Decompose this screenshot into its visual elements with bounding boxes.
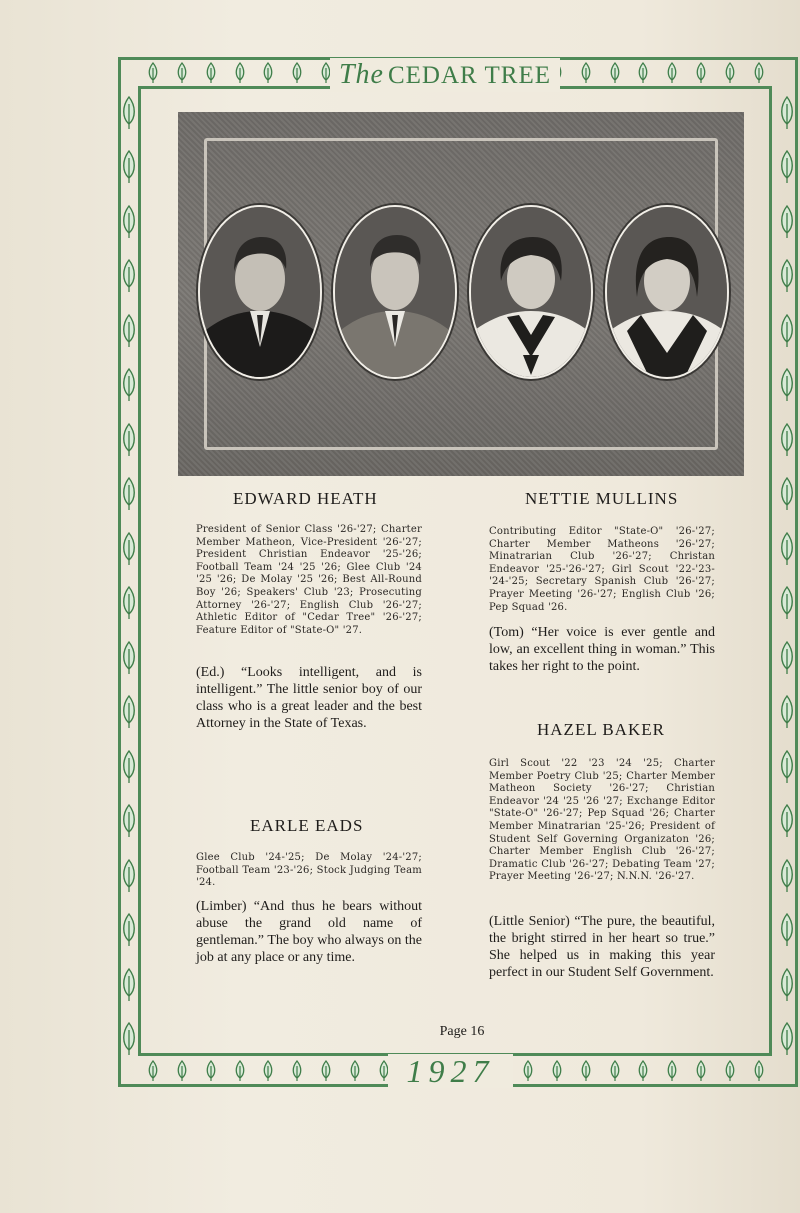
cedar-tree-icon: [120, 913, 138, 947]
cedar-tree-icon: [579, 62, 593, 84]
student-name-nettie-mullins: NETTIE MULLINS: [525, 489, 679, 508]
cedar-tree-icon: [120, 804, 138, 838]
cedar-tree-icon: [752, 1060, 766, 1082]
student-name-edward-heath: EDWARD HEATH: [233, 489, 378, 508]
cedar-tree-icon: [120, 859, 138, 893]
cedar-tree-icon: [290, 1060, 304, 1082]
cedar-tree-icon: [120, 368, 138, 402]
cedar-tree-icon: [694, 1060, 708, 1082]
cedar-tree-icon: [665, 1060, 679, 1082]
cedar-tree-icon: [778, 859, 796, 893]
cedar-tree-icon: [778, 804, 796, 838]
cedar-tree-icon: [778, 641, 796, 675]
student-name-hazel-baker: HAZEL BAKER: [537, 720, 665, 739]
cedar-tree-icon: [778, 586, 796, 620]
student-name-earle-eads: EARLE EADS: [250, 816, 364, 835]
cedar-tree-icon: [120, 695, 138, 729]
student-quote-hazel-baker: (Little Senior) “The pure, the beautiful, the bright stirred in her heart so true.” She helped us in making this year perfect in our Student Self Government.: [489, 914, 715, 980]
cedar-tree-icon: [120, 641, 138, 675]
portrait-edward-heath: [198, 205, 322, 379]
cedar-tree-icon: [778, 423, 796, 457]
cedar-tree-icon: [175, 1060, 189, 1082]
cedar-tree-icon: [778, 205, 796, 239]
cedar-tree-icon: [608, 1060, 622, 1082]
cedar-tree-icon: [146, 62, 160, 84]
cedar-tree-icon: [778, 314, 796, 348]
cedar-tree-icon: [204, 62, 218, 84]
student-quote-edward-heath: (Ed.) “Looks intelligent, and is intelligent.” The little senior boy of our class who is a great leader and the best Attorney in the State of Texas.: [196, 665, 422, 731]
cedar-tree-icon: [752, 62, 766, 84]
cedar-tree-icon: [778, 750, 796, 784]
header-title-prefix: The: [338, 59, 384, 90]
cedar-tree-icon: [778, 96, 796, 130]
cedar-tree-icon: [120, 968, 138, 1002]
cedar-tree-icon: [120, 259, 138, 293]
cedar-tree-icon: [521, 1060, 535, 1082]
cedar-tree-icon: [723, 62, 737, 84]
cedar-tree-icon: [146, 1060, 160, 1082]
cedar-tree-icon: [120, 586, 138, 620]
cedar-tree-icon: [290, 62, 304, 84]
cedar-tree-icon: [233, 62, 247, 84]
cedar-tree-icon: [694, 62, 708, 84]
cedar-tree-icon: [778, 150, 796, 184]
portrait-earle-eads: [333, 205, 457, 379]
cedar-tree-icon: [120, 205, 138, 239]
cedar-tree-icon: [636, 1060, 650, 1082]
cedar-tree-icon: [261, 1060, 275, 1082]
cedar-tree-icon: [120, 477, 138, 511]
cedar-tree-icon: [120, 314, 138, 348]
cedar-tree-icon: [778, 477, 796, 511]
student-activities-edward-heath: President of Senior Class '26-'27; Charter Member Matheon, Vice-President '26-'27; President Christian Endeavor '25-'26; Football Team '24 '25 '26; Glee Club '24 '25 '26; De Molay '25 '26; Best All-Round Boy '26; Speakers' Club '23; Prosecuting Attorney '26-'27; English Club '26-'27; Athletic Editor of "Cedar Tree" '26-'27; Feature Editor of "State-O" '27.: [196, 524, 422, 636]
student-quote-nettie-mullins: (Tom) “Her voice is ever gentle and low, an excellent thing in woman.” This takes her right to the point.: [489, 625, 715, 674]
portrait-hazel-baker: [605, 205, 729, 379]
cedar-tree-icon: [778, 368, 796, 402]
left-tree-column: [120, 96, 138, 1056]
cedar-tree-icon: [319, 1060, 333, 1082]
cedar-tree-icon: [175, 62, 189, 84]
right-tree-column: [778, 96, 796, 1056]
portrait-nettie-mullins: [469, 205, 593, 379]
cedar-tree-icon: [120, 423, 138, 457]
header-title: [330, 58, 560, 92]
cedar-tree-icon: [120, 1022, 138, 1056]
cedar-tree-icon: [233, 1060, 247, 1082]
student-activities-nettie-mullins: Contributing Editor "State-O" '26-'27; Charter Member Matheons '26-'27; Minatrarian Club '26-'27; Christan Endeavor '25-'26-'27; Girl Scout '22-'23-'24-'25; Secretary Spanish Club '26-'27; Prayer Meeting '26-'27; English Club '26; Pep Squad '26.: [489, 526, 715, 613]
header-title-main: CEDAR TREE: [387, 62, 551, 89]
cedar-tree-icon: [120, 96, 138, 130]
cedar-tree-icon: [261, 62, 275, 84]
cedar-tree-icon: [778, 1022, 796, 1056]
cedar-tree-icon: [608, 62, 622, 84]
cedar-tree-icon: [579, 1060, 593, 1082]
cedar-tree-icon: [778, 532, 796, 566]
cedar-tree-icon: [550, 1060, 564, 1082]
footer-year: 1927: [388, 1054, 513, 1088]
cedar-tree-icon: [778, 913, 796, 947]
cedar-tree-icon: [723, 1060, 737, 1082]
cedar-tree-icon: [665, 62, 679, 84]
cedar-tree-icon: [778, 968, 796, 1002]
cedar-tree-icon: [778, 695, 796, 729]
cedar-tree-icon: [120, 150, 138, 184]
cedar-tree-icon: [636, 62, 650, 84]
cedar-tree-icon: [348, 1060, 362, 1082]
student-quote-earle-eads: (Limber) “And thus he bears without abuse the grand old name of gentleman.” The boy who always on the job at any place or any time.: [196, 899, 422, 965]
student-activities-hazel-baker: Girl Scout '22 '23 '24 '25; Charter Member Poetry Club '25; Charter Member Matheon Society '26-'27; Christian Endeavor '24 '25 '26 '27; Exchange Editor "State-O" '26-'27; Pep Squad '26; Charter Member Minatrarian '25-'26; President of Student Self Governing Organizaton '26; Charter Member English Club '26-'27; Dramatic Club '26-'27; Debating Team '27; Prayer Meeting '26-'27; N.N.N. '26-'27.: [489, 758, 715, 883]
cedar-tree-icon: [120, 750, 138, 784]
student-activities-earle-eads: Glee Club '24-'25; De Molay '24-'27; Football Team '23-'26; Stock Judging Team '24.: [196, 852, 422, 889]
portrait-panel: [178, 112, 744, 476]
cedar-tree-icon: [778, 259, 796, 293]
cedar-tree-icon: [204, 1060, 218, 1082]
page-number: Page 16: [439, 1024, 485, 1039]
cedar-tree-icon: [120, 532, 138, 566]
